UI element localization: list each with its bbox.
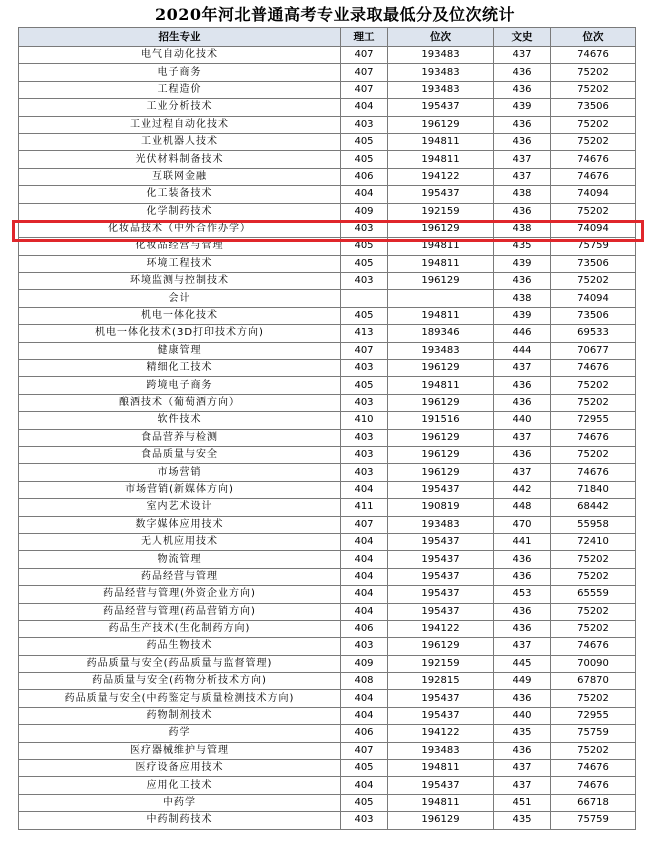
table-row — [19, 499, 636, 516]
cell-science: 406 — [341, 620, 388, 637]
cell-science-rank: 196129 — [388, 638, 494, 655]
cell-science-rank: 196129 — [388, 394, 494, 411]
cell-arts-rank: 74676 — [551, 777, 636, 794]
cell-science-rank: 193483 — [388, 47, 494, 64]
header-science: 理工 — [341, 28, 388, 47]
cell-arts-rank: 55958 — [551, 516, 636, 533]
table-row — [19, 99, 636, 116]
table-row — [19, 412, 636, 429]
cell-science-rank: 195437 — [388, 586, 494, 603]
cell-science: 405 — [341, 255, 388, 272]
cell-arts: 436 — [494, 690, 551, 707]
cell-major: 化妆品经营与管理 — [19, 238, 341, 255]
cell-science: 405 — [341, 760, 388, 777]
cell-science: 403 — [341, 446, 388, 463]
cell-arts-rank: 75202 — [551, 620, 636, 637]
cell-science-rank: 189346 — [388, 325, 494, 342]
table-row — [19, 603, 636, 620]
cell-arts: 440 — [494, 707, 551, 724]
cell-science-rank: 193483 — [388, 516, 494, 533]
cell-science-rank: 195437 — [388, 707, 494, 724]
cell-arts-rank: 69533 — [551, 325, 636, 342]
cell-science-rank: 194811 — [388, 377, 494, 394]
cell-arts: 437 — [494, 760, 551, 777]
cell-arts-rank: 75759 — [551, 725, 636, 742]
admission-score-table — [18, 27, 636, 830]
cell-science-rank: 195437 — [388, 99, 494, 116]
cell-arts-rank: 67870 — [551, 673, 636, 690]
table-row — [19, 638, 636, 655]
cell-arts-rank: 75202 — [551, 203, 636, 220]
cell-science-rank: 193483 — [388, 81, 494, 98]
cell-science-rank: 194811 — [388, 255, 494, 272]
cell-major: 药物制剂技术 — [19, 707, 341, 724]
cell-arts: 436 — [494, 203, 551, 220]
cell-science-rank: 196129 — [388, 812, 494, 829]
table-row — [19, 690, 636, 707]
cell-science: 407 — [341, 64, 388, 81]
table-row — [19, 812, 636, 829]
table-row — [19, 220, 636, 237]
cell-arts: 438 — [494, 290, 551, 307]
cell-arts-rank: 75202 — [551, 551, 636, 568]
cell-arts-rank: 74676 — [551, 638, 636, 655]
table-row — [19, 464, 636, 481]
cell-major: 医疗器械维护与管理 — [19, 742, 341, 759]
cell-major: 中药学 — [19, 794, 341, 811]
cell-major: 化妆品技术（中外合作办学） — [19, 220, 341, 237]
cell-arts: 436 — [494, 446, 551, 463]
cell-arts: 436 — [494, 273, 551, 290]
cell-science-rank: 196129 — [388, 464, 494, 481]
cell-arts: 437 — [494, 151, 551, 168]
page-title: 2020年河北普通高考专业录取最低分及位次统计 — [154, 5, 516, 24]
cell-arts-rank: 65559 — [551, 586, 636, 603]
cell-arts-rank: 75202 — [551, 394, 636, 411]
cell-arts: 436 — [494, 620, 551, 637]
header-arts-rank: 位次 — [551, 28, 636, 47]
cell-arts: 436 — [494, 603, 551, 620]
cell-major: 机电一体化技术 — [19, 307, 341, 324]
cell-arts-rank: 73506 — [551, 255, 636, 272]
cell-science-rank: 195437 — [388, 603, 494, 620]
cell-arts: 436 — [494, 394, 551, 411]
cell-science: 404 — [341, 707, 388, 724]
cell-major: 药品经营与管理 — [19, 568, 341, 585]
cell-science: 406 — [341, 168, 388, 185]
cell-arts: 437 — [494, 429, 551, 446]
table-header-row — [19, 28, 636, 47]
cell-arts-rank: 75202 — [551, 446, 636, 463]
cell-science: 405 — [341, 307, 388, 324]
table-row — [19, 725, 636, 742]
cell-arts: 439 — [494, 99, 551, 116]
cell-arts: 436 — [494, 377, 551, 394]
cell-science-rank: 195437 — [388, 533, 494, 550]
cell-arts: 439 — [494, 255, 551, 272]
cell-science: 404 — [341, 481, 388, 498]
table-row — [19, 133, 636, 150]
cell-science-rank: 193483 — [388, 64, 494, 81]
cell-arts-rank: 75202 — [551, 742, 636, 759]
cell-science: 409 — [341, 655, 388, 672]
header-science-rank: 位次 — [388, 28, 494, 47]
cell-major: 健康管理 — [19, 342, 341, 359]
table-row — [19, 151, 636, 168]
cell-arts-rank: 74676 — [551, 429, 636, 446]
cell-major: 光伏材料制备技术 — [19, 151, 341, 168]
table-row — [19, 568, 636, 585]
cell-arts-rank: 72955 — [551, 707, 636, 724]
cell-arts: 444 — [494, 342, 551, 359]
cell-major: 药品质量与安全(中药鉴定与质量检测技术方向) — [19, 690, 341, 707]
cell-science-rank: 196129 — [388, 273, 494, 290]
cell-science: 403 — [341, 638, 388, 655]
cell-science-rank: 194811 — [388, 133, 494, 150]
cell-science: 403 — [341, 429, 388, 446]
cell-science: 403 — [341, 220, 388, 237]
cell-arts: 435 — [494, 238, 551, 255]
cell-major: 互联网金融 — [19, 168, 341, 185]
cell-science-rank: 192815 — [388, 673, 494, 690]
cell-major: 精细化工技术 — [19, 360, 341, 377]
cell-science: 404 — [341, 533, 388, 550]
cell-major: 环境监测与控制技术 — [19, 273, 341, 290]
table-row — [19, 707, 636, 724]
cell-science: 408 — [341, 673, 388, 690]
table-row — [19, 47, 636, 64]
cell-arts-rank: 72410 — [551, 533, 636, 550]
cell-arts: 436 — [494, 64, 551, 81]
cell-arts: 437 — [494, 360, 551, 377]
cell-science-rank: 195437 — [388, 690, 494, 707]
cell-arts-rank: 74676 — [551, 360, 636, 377]
cell-arts: 436 — [494, 551, 551, 568]
cell-science-rank: 193483 — [388, 342, 494, 359]
cell-arts-rank: 74094 — [551, 186, 636, 203]
cell-science-rank: 194122 — [388, 168, 494, 185]
table-row — [19, 325, 636, 342]
cell-arts: 437 — [494, 464, 551, 481]
cell-science: 407 — [341, 81, 388, 98]
cell-arts: 453 — [494, 586, 551, 603]
cell-arts-rank: 74676 — [551, 464, 636, 481]
cell-science: 403 — [341, 394, 388, 411]
cell-major: 化工装备技术 — [19, 186, 341, 203]
table-row — [19, 81, 636, 98]
cell-arts-rank: 74676 — [551, 168, 636, 185]
cell-major: 市场营销(新媒体方向) — [19, 481, 341, 498]
table-row — [19, 742, 636, 759]
cell-science-rank: 196129 — [388, 116, 494, 133]
cell-science-rank: 193483 — [388, 742, 494, 759]
cell-arts: 436 — [494, 742, 551, 759]
cell-arts-rank: 70677 — [551, 342, 636, 359]
cell-major: 工业机器人技术 — [19, 133, 341, 150]
cell-science-rank: 196129 — [388, 360, 494, 377]
table-row — [19, 168, 636, 185]
cell-arts: 439 — [494, 307, 551, 324]
cell-arts: 445 — [494, 655, 551, 672]
cell-major: 电气自动化技术 — [19, 47, 341, 64]
cell-arts: 438 — [494, 220, 551, 237]
cell-major: 工业过程自动化技术 — [19, 116, 341, 133]
cell-science — [341, 290, 388, 307]
table-row — [19, 794, 636, 811]
cell-major: 医疗设备应用技术 — [19, 760, 341, 777]
cell-major: 软件技术 — [19, 412, 341, 429]
table-row — [19, 394, 636, 411]
cell-major: 数字媒体应用技术 — [19, 516, 341, 533]
cell-arts: 436 — [494, 116, 551, 133]
cell-science-rank: 190819 — [388, 499, 494, 516]
cell-science-rank: 194811 — [388, 238, 494, 255]
cell-arts-rank: 75759 — [551, 238, 636, 255]
cell-science-rank: 194811 — [388, 307, 494, 324]
cell-major: 室内艺术设计 — [19, 499, 341, 516]
cell-science: 405 — [341, 794, 388, 811]
table-row — [19, 446, 636, 463]
cell-science: 403 — [341, 464, 388, 481]
cell-major: 工业分析技术 — [19, 99, 341, 116]
cell-arts: 437 — [494, 638, 551, 655]
cell-science: 404 — [341, 690, 388, 707]
cell-arts-rank: 74094 — [551, 220, 636, 237]
cell-major: 食品质量与安全 — [19, 446, 341, 463]
cell-science-rank: 195437 — [388, 568, 494, 585]
cell-science: 405 — [341, 238, 388, 255]
cell-major: 化学制药技术 — [19, 203, 341, 220]
cell-science: 407 — [341, 342, 388, 359]
cell-science: 407 — [341, 47, 388, 64]
cell-arts-rank: 75202 — [551, 273, 636, 290]
cell-arts: 451 — [494, 794, 551, 811]
table-row — [19, 238, 636, 255]
cell-science-rank: 195437 — [388, 777, 494, 794]
cell-science: 409 — [341, 203, 388, 220]
cell-arts: 441 — [494, 533, 551, 550]
table-row — [19, 360, 636, 377]
cell-science-rank: 196129 — [388, 220, 494, 237]
table-row — [19, 64, 636, 81]
cell-science: 403 — [341, 360, 388, 377]
cell-science: 410 — [341, 412, 388, 429]
cell-arts-rank: 75202 — [551, 133, 636, 150]
cell-major: 中药制药技术 — [19, 812, 341, 829]
cell-science-rank: 195437 — [388, 481, 494, 498]
cell-science-rank: 191516 — [388, 412, 494, 429]
cell-science: 407 — [341, 516, 388, 533]
cell-science-rank: 194811 — [388, 151, 494, 168]
cell-major: 食品营养与检测 — [19, 429, 341, 446]
cell-arts: 438 — [494, 186, 551, 203]
cell-science: 403 — [341, 273, 388, 290]
cell-major: 物流管理 — [19, 551, 341, 568]
cell-arts-rank: 75202 — [551, 603, 636, 620]
cell-arts-rank: 75202 — [551, 377, 636, 394]
cell-arts: 436 — [494, 568, 551, 585]
cell-major: 机电一体化技术(3D打印技术方向) — [19, 325, 341, 342]
cell-arts: 437 — [494, 777, 551, 794]
cell-science-rank: 192159 — [388, 203, 494, 220]
cell-arts-rank: 74676 — [551, 151, 636, 168]
cell-science-rank: 194122 — [388, 725, 494, 742]
cell-arts-rank: 73506 — [551, 307, 636, 324]
header-arts: 文史 — [494, 28, 551, 47]
table-row — [19, 307, 636, 324]
cell-science: 404 — [341, 603, 388, 620]
cell-science: 405 — [341, 133, 388, 150]
table-row — [19, 673, 636, 690]
cell-science: 404 — [341, 568, 388, 585]
cell-arts-rank: 66718 — [551, 794, 636, 811]
table-row — [19, 760, 636, 777]
cell-science: 411 — [341, 499, 388, 516]
cell-arts-rank: 68442 — [551, 499, 636, 516]
cell-arts-rank: 74676 — [551, 760, 636, 777]
cell-arts: 449 — [494, 673, 551, 690]
cell-science-rank — [388, 290, 494, 307]
cell-science: 404 — [341, 551, 388, 568]
cell-major: 应用化工技术 — [19, 777, 341, 794]
cell-science: 404 — [341, 99, 388, 116]
table-row — [19, 481, 636, 498]
cell-arts-rank: 75202 — [551, 64, 636, 81]
cell-arts-rank: 74676 — [551, 47, 636, 64]
cell-arts: 436 — [494, 133, 551, 150]
cell-science: 403 — [341, 116, 388, 133]
cell-arts-rank: 75759 — [551, 812, 636, 829]
cell-major: 酿酒技术（葡萄酒方向） — [19, 394, 341, 411]
table-row — [19, 186, 636, 203]
table-row — [19, 290, 636, 307]
cell-arts-rank: 75202 — [551, 690, 636, 707]
cell-arts: 436 — [494, 81, 551, 98]
cell-science-rank: 192159 — [388, 655, 494, 672]
table-row — [19, 620, 636, 637]
table-row — [19, 533, 636, 550]
cell-arts-rank: 70090 — [551, 655, 636, 672]
cell-science: 404 — [341, 586, 388, 603]
cell-major: 药品质量与安全(药品质量与监督管理) — [19, 655, 341, 672]
cell-major: 药品生物技术 — [19, 638, 341, 655]
cell-arts-rank: 71840 — [551, 481, 636, 498]
cell-science: 405 — [341, 151, 388, 168]
table-row — [19, 342, 636, 359]
cell-science-rank: 196129 — [388, 446, 494, 463]
cell-major: 药学 — [19, 725, 341, 742]
cell-arts-rank: 72955 — [551, 412, 636, 429]
cell-major: 药品经营与管理(药品营销方向) — [19, 603, 341, 620]
cell-major: 会计 — [19, 290, 341, 307]
table-row — [19, 655, 636, 672]
cell-arts: 435 — [494, 812, 551, 829]
cell-arts: 446 — [494, 325, 551, 342]
cell-major: 药品质量与安全(药物分析技术方向) — [19, 673, 341, 690]
cell-arts: 437 — [494, 168, 551, 185]
cell-science-rank: 194811 — [388, 794, 494, 811]
cell-science-rank: 194122 — [388, 620, 494, 637]
table-row — [19, 116, 636, 133]
table-row — [19, 551, 636, 568]
cell-science: 404 — [341, 186, 388, 203]
cell-arts-rank: 75202 — [551, 116, 636, 133]
cell-science: 407 — [341, 742, 388, 759]
cell-science: 413 — [341, 325, 388, 342]
cell-science-rank: 195437 — [388, 551, 494, 568]
table-row — [19, 377, 636, 394]
cell-major: 药品生产技术(生化制药方向) — [19, 620, 341, 637]
cell-major: 无人机应用技术 — [19, 533, 341, 550]
table-row — [19, 255, 636, 272]
cell-arts: 448 — [494, 499, 551, 516]
table-row — [19, 516, 636, 533]
header-major: 招生专业 — [19, 28, 341, 47]
table-row — [19, 429, 636, 446]
cell-arts-rank: 75202 — [551, 568, 636, 585]
cell-science-rank: 196129 — [388, 429, 494, 446]
cell-major: 工程造价 — [19, 81, 341, 98]
cell-arts: 442 — [494, 481, 551, 498]
cell-major: 市场营销 — [19, 464, 341, 481]
cell-science: 406 — [341, 725, 388, 742]
cell-arts: 435 — [494, 725, 551, 742]
cell-science-rank: 194811 — [388, 760, 494, 777]
table-row — [19, 203, 636, 220]
cell-major: 药品经营与管理(外资企业方向) — [19, 586, 341, 603]
cell-major: 环境工程技术 — [19, 255, 341, 272]
cell-arts: 437 — [494, 47, 551, 64]
table-row — [19, 273, 636, 290]
cell-arts-rank: 73506 — [551, 99, 636, 116]
cell-arts-rank: 75202 — [551, 81, 636, 98]
cell-science-rank: 195437 — [388, 186, 494, 203]
table-row — [19, 586, 636, 603]
cell-science: 403 — [341, 812, 388, 829]
cell-arts: 440 — [494, 412, 551, 429]
cell-arts-rank: 74094 — [551, 290, 636, 307]
cell-science: 405 — [341, 377, 388, 394]
cell-major: 电子商务 — [19, 64, 341, 81]
table-row — [19, 777, 636, 794]
cell-major: 跨境电子商务 — [19, 377, 341, 394]
cell-science: 404 — [341, 777, 388, 794]
cell-arts: 470 — [494, 516, 551, 533]
